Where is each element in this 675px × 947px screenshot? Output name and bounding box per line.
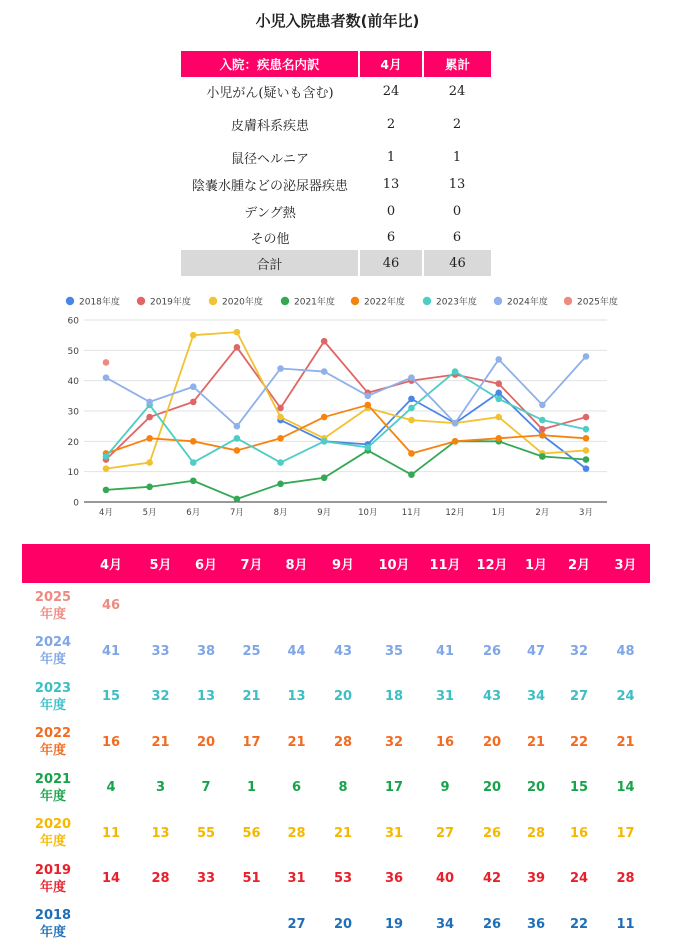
month-value-cell	[367, 583, 421, 629]
chart-legend	[66, 296, 618, 308]
data-point	[452, 420, 459, 427]
month-header: 9月	[319, 544, 367, 583]
year-number: 2018	[22, 907, 84, 924]
year-number: 2025	[22, 589, 84, 606]
year-suffix: 年度	[22, 742, 84, 759]
data-point	[190, 438, 197, 445]
month-value-cell: 28	[138, 856, 183, 902]
month-value-cell: 15	[557, 765, 601, 811]
data-point	[190, 459, 197, 466]
month-value-cell: 26	[469, 811, 515, 857]
year-suffix: 年度	[22, 606, 84, 623]
monthly-header-corner	[22, 544, 84, 583]
x-tick-label: 2月	[535, 508, 549, 518]
breakdown-disease-name: デング熱	[181, 198, 359, 224]
month-value-cell: 48	[601, 629, 650, 675]
data-point	[103, 374, 110, 381]
breakdown-disease-name: 小児がん(疑いも含む)	[181, 77, 359, 106]
data-point	[452, 438, 459, 445]
data-point	[234, 447, 241, 454]
data-point	[495, 380, 502, 387]
legend-label: 2019年度	[150, 296, 191, 308]
month-value-cell	[183, 902, 229, 947]
data-point	[539, 426, 546, 433]
month-value-cell: 11	[84, 811, 138, 857]
month-value-cell: 31	[367, 811, 421, 857]
breakdown-total-label: 合計	[181, 250, 359, 276]
breakdown-row	[181, 143, 491, 171]
month-value-cell: 18	[367, 674, 421, 720]
breakdown-row	[181, 106, 491, 143]
legend-item	[351, 296, 405, 308]
month-value-cell: 56	[229, 811, 274, 857]
x-tick-label: 1月	[492, 508, 506, 518]
data-point	[495, 414, 502, 421]
data-point	[495, 435, 502, 442]
month-value-cell	[229, 902, 274, 947]
legend-item	[564, 296, 618, 308]
legend-label: 2023年度	[436, 296, 477, 308]
data-point	[146, 484, 153, 491]
month-value-cell: 43	[469, 674, 515, 720]
month-value-cell: 51	[229, 856, 274, 902]
month-value-cell: 20	[469, 720, 515, 766]
data-point	[277, 435, 284, 442]
year-suffix: 年度	[22, 788, 84, 805]
month-header: 3月	[601, 544, 650, 583]
legend-item	[209, 296, 263, 308]
year-label	[22, 811, 84, 857]
breakdown-april-count: 1	[359, 143, 423, 171]
month-value-cell: 42	[469, 856, 515, 902]
month-value-cell: 20	[469, 765, 515, 811]
breakdown-cumulative-count: 0	[423, 198, 491, 224]
data-point	[408, 374, 415, 381]
month-value-cell: 31	[274, 856, 319, 902]
data-point	[408, 396, 415, 403]
month-value-cell: 16	[84, 720, 138, 766]
legend-item	[66, 296, 120, 308]
month-value-cell: 17	[601, 811, 650, 857]
breakdown-header-row	[181, 51, 491, 77]
y-tick-label: 30	[68, 408, 80, 418]
data-point	[539, 453, 546, 460]
x-tick-label: 9月	[317, 508, 331, 518]
month-header: 10月	[367, 544, 421, 583]
series-line	[106, 441, 586, 499]
month-header: 7月	[229, 544, 274, 583]
breakdown-april-count: 0	[359, 198, 423, 224]
data-point	[365, 444, 372, 451]
data-point	[277, 405, 284, 412]
month-value-cell: 24	[557, 856, 601, 902]
month-value-cell: 27	[274, 902, 319, 947]
x-tick-label: 7月	[230, 508, 244, 518]
series-7	[103, 359, 110, 366]
month-value-cell	[515, 583, 557, 629]
data-point	[321, 338, 328, 345]
monthly-header-row	[22, 544, 650, 583]
year-row	[22, 856, 650, 902]
month-value-cell: 14	[601, 765, 650, 811]
month-value-cell	[138, 583, 183, 629]
x-tick-label: 6月	[186, 508, 200, 518]
month-value-cell	[138, 902, 183, 947]
data-point	[321, 368, 328, 375]
breakdown-header-cumulative: 累計	[423, 51, 491, 77]
month-value-cell: 39	[515, 856, 557, 902]
legend-label: 2022年度	[364, 296, 405, 308]
legend-item	[423, 296, 477, 308]
year-label	[22, 674, 84, 720]
month-value-cell	[319, 583, 367, 629]
breakdown-header-april: 4月	[359, 51, 423, 77]
year-row	[22, 765, 650, 811]
breakdown-april-count: 24	[359, 77, 423, 106]
year-row	[22, 902, 650, 947]
breakdown-april-count: 6	[359, 224, 423, 250]
legend-marker	[564, 297, 572, 305]
x-tick-label: 8月	[274, 508, 288, 518]
month-value-cell: 6	[274, 765, 319, 811]
legend-label: 2021年度	[294, 296, 335, 308]
year-number: 2023	[22, 680, 84, 697]
data-point	[146, 435, 153, 442]
month-value-cell: 27	[421, 811, 469, 857]
series-3	[103, 438, 590, 502]
data-point	[408, 450, 415, 457]
page-title: 小児入院患者数(前年比)	[0, 10, 675, 31]
year-suffix: 年度	[22, 651, 84, 668]
breakdown-row	[181, 171, 491, 198]
year-label	[22, 720, 84, 766]
month-value-cell: 20	[183, 720, 229, 766]
month-value-cell: 53	[319, 856, 367, 902]
month-value-cell: 20	[319, 674, 367, 720]
x-tick-label: 11月	[402, 508, 421, 518]
y-tick-label: 20	[68, 438, 80, 448]
month-value-cell: 20	[319, 902, 367, 947]
month-value-cell: 19	[367, 902, 421, 947]
month-header: 4月	[84, 544, 138, 583]
breakdown-disease-name: 陰嚢水腫などの泌尿器疾患	[181, 171, 359, 198]
month-value-cell: 24	[601, 674, 650, 720]
month-value-cell: 17	[367, 765, 421, 811]
month-value-cell: 26	[469, 629, 515, 675]
legend-marker	[137, 297, 145, 305]
month-value-cell: 40	[421, 856, 469, 902]
breakdown-row	[181, 77, 491, 106]
month-value-cell: 13	[274, 674, 319, 720]
data-point	[146, 399, 153, 406]
breakdown-total-april: 46	[359, 250, 423, 276]
month-header: 5月	[138, 544, 183, 583]
year-number: 2024	[22, 634, 84, 651]
year-suffix: 年度	[22, 833, 84, 850]
month-value-cell: 20	[515, 765, 557, 811]
year-number: 2019	[22, 862, 84, 879]
breakdown-disease-name: その他	[181, 224, 359, 250]
data-point	[583, 414, 590, 421]
breakdown-april-count: 2	[359, 106, 423, 143]
data-point	[277, 481, 284, 488]
month-value-cell: 38	[183, 629, 229, 675]
year-row	[22, 720, 650, 766]
breakdown-cumulative-count: 24	[423, 77, 491, 106]
month-header: 6月	[183, 544, 229, 583]
month-value-cell: 33	[183, 856, 229, 902]
data-point	[103, 359, 110, 366]
year-number: 2022	[22, 725, 84, 742]
data-point	[234, 423, 241, 430]
y-tick-label: 0	[73, 499, 79, 509]
disease-breakdown-table	[181, 51, 491, 276]
data-point	[234, 329, 241, 336]
month-value-cell: 21	[319, 811, 367, 857]
legend-label: 2020年度	[222, 296, 263, 308]
data-point	[190, 383, 197, 390]
year-row	[22, 674, 650, 720]
month-value-cell	[557, 583, 601, 629]
data-point	[103, 465, 110, 472]
line-chart	[0, 288, 675, 528]
breakdown-cumulative-count: 2	[423, 106, 491, 143]
month-value-cell: 21	[274, 720, 319, 766]
month-value-cell: 41	[84, 629, 138, 675]
x-axis	[99, 508, 593, 518]
data-point	[365, 402, 372, 409]
legend-label: 2024年度	[507, 296, 548, 308]
month-value-cell: 32	[367, 720, 421, 766]
month-value-cell	[274, 583, 319, 629]
legend-item	[281, 296, 335, 308]
x-tick-label: 5月	[143, 508, 157, 518]
breakdown-row	[181, 224, 491, 250]
month-value-cell: 22	[557, 902, 601, 947]
month-value-cell: 47	[515, 629, 557, 675]
data-point	[234, 496, 241, 503]
month-value-cell: 36	[367, 856, 421, 902]
month-header: 11月	[421, 544, 469, 583]
breakdown-row	[181, 198, 491, 224]
data-point	[452, 368, 459, 375]
legend-marker	[209, 297, 217, 305]
month-value-cell	[229, 583, 274, 629]
legend-marker	[66, 297, 74, 305]
month-value-cell: 17	[229, 720, 274, 766]
data-point	[539, 402, 546, 409]
breakdown-cumulative-count: 13	[423, 171, 491, 198]
data-point	[408, 417, 415, 424]
data-point	[583, 456, 590, 463]
series-line	[106, 372, 586, 463]
month-value-cell: 41	[421, 629, 469, 675]
year-row	[22, 583, 650, 629]
year-label	[22, 583, 84, 629]
data-point	[495, 396, 502, 403]
data-point	[234, 344, 241, 351]
data-point	[321, 474, 328, 481]
x-tick-label: 4月	[99, 508, 113, 518]
y-tick-label: 60	[68, 317, 80, 327]
month-value-cell: 32	[557, 629, 601, 675]
data-point	[583, 435, 590, 442]
x-tick-label: 10月	[358, 508, 377, 518]
data-point	[277, 459, 284, 466]
data-point	[190, 399, 197, 406]
legend-label: 2018年度	[79, 296, 120, 308]
data-point	[408, 471, 415, 478]
month-value-cell: 28	[601, 856, 650, 902]
month-value-cell: 46	[84, 583, 138, 629]
data-point	[583, 353, 590, 360]
series-6	[103, 353, 590, 429]
year-label	[22, 629, 84, 675]
month-value-cell: 4	[84, 765, 138, 811]
month-value-cell: 8	[319, 765, 367, 811]
data-point	[277, 365, 284, 372]
month-value-cell: 21	[138, 720, 183, 766]
month-value-cell	[421, 583, 469, 629]
month-value-cell: 16	[421, 720, 469, 766]
month-value-cell: 15	[84, 674, 138, 720]
year-number: 2021	[22, 771, 84, 788]
data-point	[146, 414, 153, 421]
y-tick-label: 40	[68, 377, 80, 387]
data-point	[321, 438, 328, 445]
month-value-cell: 43	[319, 629, 367, 675]
monthly-counts-table	[22, 544, 650, 947]
year-suffix: 年度	[22, 924, 84, 941]
breakdown-total-row	[181, 250, 491, 276]
breakdown-total-cumulative: 46	[423, 250, 491, 276]
month-value-cell: 9	[421, 765, 469, 811]
data-point	[103, 487, 110, 494]
month-value-cell	[601, 583, 650, 629]
breakdown-header-name: 入院：疾患名内訳	[181, 51, 359, 77]
data-point	[190, 477, 197, 484]
year-suffix: 年度	[22, 697, 84, 714]
month-value-cell: 28	[319, 720, 367, 766]
legend-marker	[351, 297, 359, 305]
month-value-cell: 25	[229, 629, 274, 675]
month-value-cell: 33	[138, 629, 183, 675]
data-point	[190, 332, 197, 339]
data-point	[539, 432, 546, 439]
month-value-cell	[469, 583, 515, 629]
data-point	[583, 426, 590, 433]
data-point	[539, 417, 546, 424]
legend-marker	[281, 297, 289, 305]
month-value-cell: 21	[601, 720, 650, 766]
month-value-cell: 34	[421, 902, 469, 947]
month-value-cell: 34	[515, 674, 557, 720]
x-tick-label: 3月	[579, 508, 593, 518]
month-value-cell: 21	[515, 720, 557, 766]
year-suffix: 年度	[22, 879, 84, 896]
month-value-cell: 11	[601, 902, 650, 947]
breakdown-cumulative-count: 6	[423, 224, 491, 250]
data-point	[583, 447, 590, 454]
data-point	[583, 465, 590, 472]
year-label	[22, 765, 84, 811]
legend-marker	[423, 297, 431, 305]
month-value-cell: 14	[84, 856, 138, 902]
breakdown-disease-name: 鼠径ヘルニア	[181, 143, 359, 171]
month-header: 8月	[274, 544, 319, 583]
legend-label: 2025年度	[577, 296, 618, 308]
y-tick-label: 10	[68, 468, 80, 478]
data-point	[277, 414, 284, 421]
data-point	[495, 356, 502, 363]
y-tick-label: 50	[68, 347, 80, 357]
month-value-cell: 3	[138, 765, 183, 811]
year-label	[22, 856, 84, 902]
month-value-cell: 1	[229, 765, 274, 811]
month-value-cell: 36	[515, 902, 557, 947]
month-header: 1月	[515, 544, 557, 583]
month-value-cell: 26	[469, 902, 515, 947]
legend-item	[137, 296, 191, 308]
month-value-cell: 55	[183, 811, 229, 857]
month-value-cell: 31	[421, 674, 469, 720]
month-value-cell: 44	[274, 629, 319, 675]
month-value-cell	[84, 902, 138, 947]
month-value-cell: 13	[183, 674, 229, 720]
month-value-cell: 22	[557, 720, 601, 766]
breakdown-cumulative-count: 1	[423, 143, 491, 171]
month-value-cell: 7	[183, 765, 229, 811]
data-point	[103, 453, 110, 460]
breakdown-disease-name: 皮膚科系疾患	[181, 106, 359, 143]
breakdown-april-count: 13	[359, 171, 423, 198]
month-value-cell: 16	[557, 811, 601, 857]
legend-marker	[494, 297, 502, 305]
data-point	[146, 459, 153, 466]
month-value-cell: 35	[367, 629, 421, 675]
month-value-cell: 13	[138, 811, 183, 857]
month-value-cell: 28	[515, 811, 557, 857]
month-value-cell	[183, 583, 229, 629]
data-point	[408, 405, 415, 412]
year-row	[22, 629, 650, 675]
year-number: 2020	[22, 816, 84, 833]
month-header: 2月	[557, 544, 601, 583]
month-value-cell: 28	[274, 811, 319, 857]
data-point	[495, 390, 502, 397]
year-label	[22, 902, 84, 947]
x-tick-label: 12月	[445, 508, 464, 518]
month-value-cell: 32	[138, 674, 183, 720]
data-point	[321, 414, 328, 421]
data-point	[234, 435, 241, 442]
data-point	[365, 393, 372, 400]
year-row	[22, 811, 650, 857]
legend-item	[494, 296, 548, 308]
month-value-cell: 21	[229, 674, 274, 720]
month-header: 12月	[469, 544, 515, 583]
month-value-cell: 27	[557, 674, 601, 720]
